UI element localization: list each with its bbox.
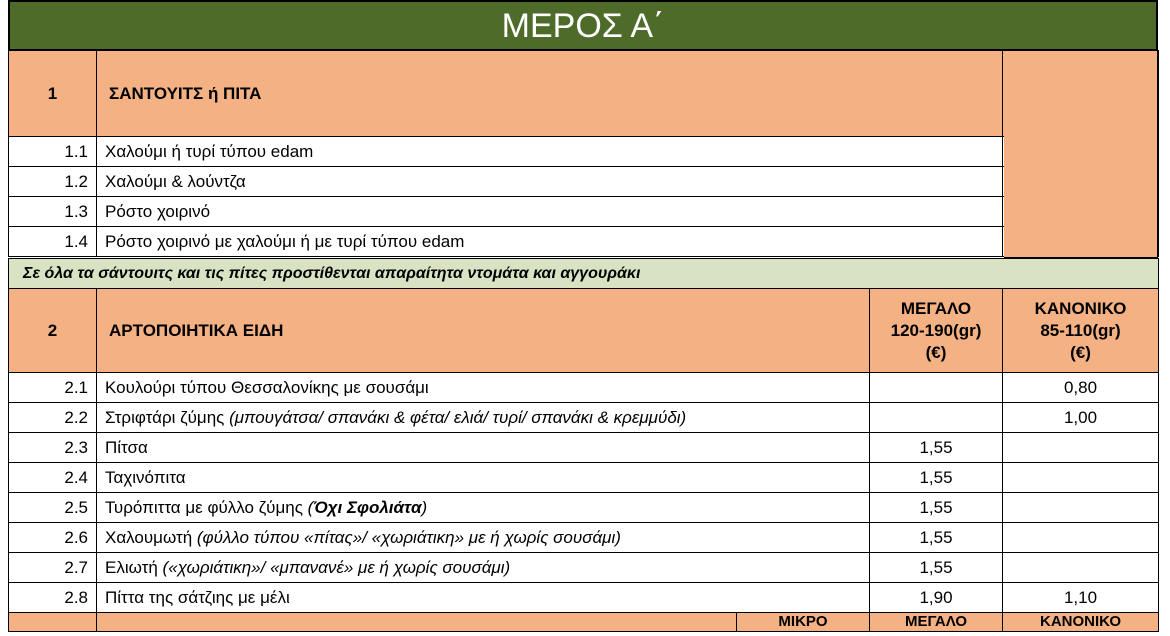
item-name: Πίτσα	[97, 433, 870, 463]
table-row	[9, 403, 1159, 433]
item-name: Χαλούμι & λούντζα	[97, 167, 1003, 197]
item-name: Ρόστο χοιρινό	[97, 197, 1003, 227]
price-table	[8, 50, 1159, 257]
item-price-regular	[1003, 553, 1159, 583]
item-name: Χαλουμωτή (φύλλο τύπου «πίτας»/ «χωριάτικη» με ή χωρίς σουσάμι)	[97, 523, 870, 553]
item-name: Πίττα της σάτζιης με μέλι	[97, 583, 870, 613]
table-row	[9, 137, 1159, 167]
item-price-regular: 1,00	[1003, 403, 1159, 433]
section1-title: ΣΑΝΤΟΥΙΤΣ ή ΠΙΤΑ	[97, 51, 1003, 137]
item-name: Στριφτάρι ζύμης (μπουγάτσα/ σπανάκι & φέτα/ ελιά/ τυρί/ σπανάκι & κρεμμύδι)	[97, 403, 870, 433]
item-price-large: 1,90	[870, 583, 1003, 613]
item-number: 1.1	[9, 137, 97, 167]
item-price-large	[870, 373, 1003, 403]
col-regular-unit: (€)	[1070, 342, 1091, 362]
section3-header-partial	[9, 613, 1159, 632]
item-number: 2.2	[9, 403, 97, 433]
item-detail-emphasis: Όχι Σφολιάτα	[313, 497, 422, 517]
item-name: Ελιωτή («χωριάτικη»/ «μπανανέ» με ή χωρίς σουσάμι)	[97, 553, 870, 583]
item-price-regular	[1003, 493, 1159, 523]
table-row	[9, 197, 1159, 227]
col-large-label: ΜΕΓΑΛΟ	[900, 298, 972, 318]
item-price-large: 1,55	[870, 523, 1003, 553]
section2-number: 2	[9, 289, 97, 373]
item-number: 1.2	[9, 167, 97, 197]
item-number: 1.3	[9, 197, 97, 227]
item-detail: (μπουγάτσα/ σπανάκι & φέτα/ ελιά/ τυρί/ σπανάκι & κρεμμύδι)	[229, 407, 687, 427]
item-number: 2.7	[9, 553, 97, 583]
section3-col-regular: ΚΑΝΟΝΙΚΟ	[1003, 613, 1159, 632]
item-price-large	[870, 403, 1003, 433]
price-table-2	[8, 258, 1159, 632]
section1-number: 1	[9, 51, 97, 137]
table-row	[9, 433, 1159, 463]
table-row	[9, 553, 1159, 583]
item-detail: («χωριάτικη»/ «μπανανέ» με ή χωρίς σουσάμι)	[162, 557, 511, 577]
item-price-regular	[1003, 433, 1159, 463]
item-name: Τυρόπιττα με φύλλο ζύμης (Όχι Σφολιάτα)	[97, 493, 870, 523]
table-row	[9, 583, 1159, 613]
section2-header	[9, 289, 1159, 373]
item-name: Χαλούμι ή τυρί τύπου edam	[97, 137, 1003, 167]
table-row	[9, 493, 1159, 523]
table-row	[9, 463, 1159, 493]
item-name: Ρόστο χοιρινό με χαλούμι ή με τυρί τύπου edam	[97, 227, 1003, 257]
col-large-weight: 120-190(gr)	[890, 320, 982, 340]
item-price-large: 1,55	[870, 493, 1003, 523]
table-row	[9, 373, 1159, 403]
item-price-regular	[1003, 523, 1159, 553]
item-price-regular: 1,10	[1003, 583, 1159, 613]
section2-col-regular	[1003, 289, 1159, 373]
item-price-regular: 0,80	[1003, 373, 1159, 403]
item-price-large: 1,55	[870, 463, 1003, 493]
section2-title: ΑΡΤΟΠΟΙΗΤΙΚΑ ΕΙΔΗ	[97, 289, 870, 373]
item-number: 2.5	[9, 493, 97, 523]
table-row	[9, 227, 1159, 257]
item-number: 2.8	[9, 583, 97, 613]
note-row	[9, 259, 1159, 289]
item-price-regular	[1003, 463, 1159, 493]
item-number: 2.1	[9, 373, 97, 403]
item-price-large: 1,55	[870, 433, 1003, 463]
table-row	[9, 523, 1159, 553]
item-name: Ταχινόπιτα	[97, 463, 870, 493]
col-regular-label: ΚΑΝΟΝΙΚΟ	[1034, 298, 1127, 318]
col-regular-weight: 85-110(gr)	[1040, 320, 1121, 340]
item-number: 2.4	[9, 463, 97, 493]
item-name: Κουλούρι τύπου Θεσσαλονίκης με σουσάμι	[97, 373, 870, 403]
section3-col-small: ΜΙΚΡΟ	[737, 613, 870, 632]
section1-filler	[1004, 50, 1158, 258]
item-number: 1.4	[9, 227, 97, 257]
item-number: 2.6	[9, 523, 97, 553]
page-title: ΜΕΡΟΣ Α΄	[8, 0, 1158, 50]
note-text: Σε όλα τα σάντουιτς και τις πίτες προστίθενται απαραίτητα ντομάτα και αγγουράκι	[9, 259, 1159, 289]
section2-col-large	[870, 289, 1003, 373]
item-number: 2.3	[9, 433, 97, 463]
section1-header	[9, 51, 1159, 137]
item-detail: (φύλλο τύπου «πίτας»/ «χωριάτικη» με ή χωρίς σουσάμι)	[196, 527, 621, 547]
col-large-unit: (€)	[925, 342, 947, 362]
table-row	[9, 167, 1159, 197]
item-price-large: 1,55	[870, 553, 1003, 583]
section3-col-large: ΜΕΓΑΛΟ	[870, 613, 1003, 632]
